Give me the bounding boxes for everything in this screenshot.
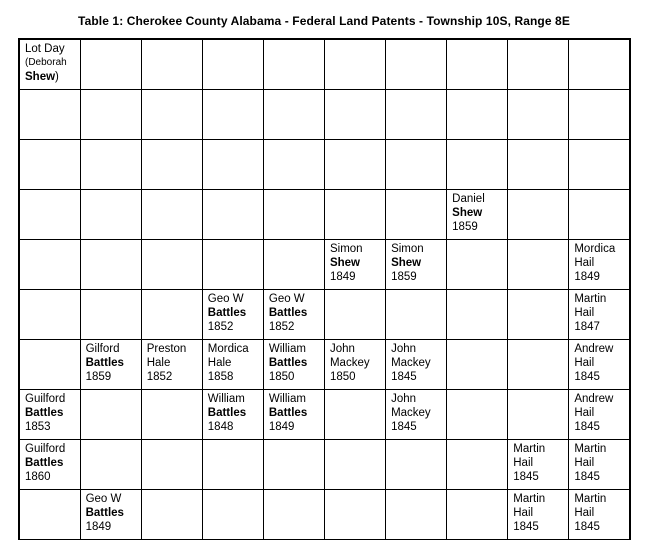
given-name: Hail <box>574 356 595 369</box>
grid-cell <box>80 339 141 389</box>
grid-cell <box>80 289 141 339</box>
grid-cell <box>386 239 447 289</box>
grid-cell <box>141 39 202 89</box>
given-name: Andrew <box>574 342 614 355</box>
patent-entry <box>264 290 324 334</box>
grid-cell <box>324 439 385 489</box>
patent-entry <box>325 340 385 384</box>
grid-cell <box>141 289 202 339</box>
grid-cell <box>508 39 569 89</box>
grid-cell <box>202 389 263 439</box>
grid-cell <box>508 439 569 489</box>
given-name: Simon <box>391 242 424 255</box>
patent-entry <box>569 490 629 534</box>
grid-cell <box>447 389 508 439</box>
given-name: Geo W <box>268 292 305 305</box>
grid-cell <box>19 339 80 389</box>
grid-cell <box>508 189 569 239</box>
patent-entry <box>569 440 629 484</box>
grid-row <box>19 489 630 539</box>
grid-cell <box>19 239 80 289</box>
surname: Battles <box>207 406 247 419</box>
patent-entry <box>386 390 446 434</box>
given-name: Martin <box>574 442 607 455</box>
surname: Shew <box>391 256 422 269</box>
surname: Battles <box>268 306 308 319</box>
grid-row <box>19 239 630 289</box>
given-name: Mordica <box>207 342 249 355</box>
grid-cell <box>263 339 324 389</box>
patent-year: 1850 <box>268 370 295 383</box>
grid-row <box>19 39 630 89</box>
given-name: Martin <box>513 442 546 455</box>
grid-cell <box>202 339 263 389</box>
given-name: Andrew <box>574 392 614 405</box>
patent-year: 1852 <box>207 320 234 333</box>
patent-entry <box>508 440 568 484</box>
grid-cell <box>386 189 447 239</box>
grid-cell <box>324 389 385 439</box>
grid-cell <box>386 489 447 539</box>
grid-cell <box>386 139 447 189</box>
given-name: Guilford <box>25 392 66 405</box>
patent-year: 1860 <box>25 470 51 483</box>
given-name: Hale <box>207 356 232 369</box>
grid-cell <box>19 389 80 439</box>
grid-cell <box>508 239 569 289</box>
grid-cell <box>263 89 324 139</box>
patent-entry <box>569 240 629 284</box>
patent-year: 1845 <box>574 370 600 383</box>
grid-cell <box>386 289 447 339</box>
grid-cell <box>569 339 630 389</box>
patent-year: 1849 <box>574 270 600 283</box>
surname: Battles <box>207 306 247 319</box>
grid-cell <box>386 439 447 489</box>
grid-cell <box>569 139 630 189</box>
grid-cell <box>202 39 263 89</box>
grid-cell <box>324 289 385 339</box>
grid-cell <box>80 389 141 439</box>
grid-cell <box>80 39 141 89</box>
given-name: William <box>268 342 306 355</box>
patent-year: 1852 <box>146 370 173 383</box>
given-name: Geo W <box>207 292 244 305</box>
patent-year: 1845 <box>513 470 539 483</box>
patent-year: 1852 <box>268 320 295 333</box>
given-name: (Deborah <box>25 57 67 68</box>
grid-cell <box>141 239 202 289</box>
grid-cell <box>80 239 141 289</box>
grid-cell <box>324 189 385 239</box>
suffix: ) <box>55 71 59 83</box>
patent-year: 1847 <box>574 320 600 333</box>
grid-cell <box>202 489 263 539</box>
grid-cell <box>447 489 508 539</box>
patent-year: 1849 <box>85 520 112 533</box>
given-name: Mackey <box>391 406 431 419</box>
given-name: Geo W <box>85 492 122 505</box>
grid-cell <box>263 189 324 239</box>
surname: Shew <box>452 206 483 219</box>
given-name: Martin <box>574 292 607 305</box>
grid-cell <box>141 489 202 539</box>
grid-cell <box>324 339 385 389</box>
grid-cell <box>324 89 385 139</box>
grid-cell <box>569 389 630 439</box>
given-name: Mackey <box>391 356 431 369</box>
patent-entry <box>386 240 446 284</box>
given-name: Hail <box>513 506 534 519</box>
grid-cell <box>19 289 80 339</box>
grid-cell <box>80 139 141 189</box>
patent-year: 1859 <box>452 220 478 233</box>
grid-cell <box>202 439 263 489</box>
grid-cell <box>202 239 263 289</box>
grid-cell <box>19 139 80 189</box>
grid-cell <box>569 89 630 139</box>
given-name: Preston <box>146 342 187 355</box>
given-name: Hail <box>574 506 595 519</box>
patent-entry <box>203 290 263 334</box>
surname: Battles <box>85 506 124 519</box>
patent-year: 1850 <box>329 370 356 383</box>
grid-row <box>19 339 630 389</box>
grid-row <box>19 389 630 439</box>
given-name: Guilford <box>25 442 66 455</box>
grid-cell <box>447 89 508 139</box>
patent-entry <box>508 490 568 534</box>
grid-cell <box>447 39 508 89</box>
grid-cell <box>141 189 202 239</box>
patent-year: 1848 <box>207 420 234 433</box>
given-name: Mordica <box>574 242 616 255</box>
patent-entry <box>20 40 80 84</box>
given-name: Martin <box>513 492 546 505</box>
given-name: Hail <box>574 256 595 269</box>
patent-year: 1858 <box>207 370 234 383</box>
grid-cell <box>386 339 447 389</box>
grid-cell <box>324 489 385 539</box>
grid-cell <box>202 139 263 189</box>
grid-body <box>19 39 630 539</box>
patent-year: 1845 <box>574 520 600 533</box>
grid-cell <box>19 89 80 139</box>
land-patent-grid <box>18 38 631 540</box>
given-name: Hail <box>574 456 595 469</box>
grid-cell <box>386 39 447 89</box>
grid-cell <box>263 389 324 439</box>
grid-cell <box>80 189 141 239</box>
grid-cell <box>324 39 385 89</box>
surname: Shew <box>329 256 361 269</box>
grid-cell <box>324 139 385 189</box>
patent-entry <box>203 340 263 384</box>
grid-cell <box>569 39 630 89</box>
grid-cell <box>447 139 508 189</box>
grid-cell <box>19 39 80 89</box>
grid-cell <box>386 389 447 439</box>
given-name: John <box>391 392 416 405</box>
grid-cell <box>80 89 141 139</box>
grid-cell <box>447 189 508 239</box>
patent-year: 1849 <box>329 270 356 283</box>
grid-cell <box>263 489 324 539</box>
grid-cell <box>508 89 569 139</box>
patent-year: 1845 <box>391 370 417 383</box>
grid-cell <box>19 489 80 539</box>
patent-entry <box>203 390 263 434</box>
grid-cell <box>80 439 141 489</box>
patent-entry <box>447 190 507 234</box>
patent-year: 1845 <box>391 420 417 433</box>
grid-cell <box>202 189 263 239</box>
patent-entry <box>264 390 324 434</box>
grid-cell <box>508 289 569 339</box>
grid-cell <box>263 289 324 339</box>
given-name: Hail <box>513 456 534 469</box>
patent-entry <box>81 340 141 384</box>
grid-cell <box>447 339 508 389</box>
surname: Battles <box>85 356 124 369</box>
patent-year: 1845 <box>574 470 600 483</box>
patent-entry <box>386 340 446 384</box>
grid-cell <box>202 289 263 339</box>
surname: Battles <box>268 356 308 369</box>
grid-cell <box>141 139 202 189</box>
patent-year: 1845 <box>513 520 539 533</box>
grid-cell <box>569 489 630 539</box>
grid-cell <box>447 289 508 339</box>
grid-row <box>19 439 630 489</box>
patent-year: 1849 <box>268 420 295 433</box>
grid-cell <box>508 489 569 539</box>
patent-entry <box>569 390 629 434</box>
grid-row <box>19 139 630 189</box>
grid-cell <box>569 289 630 339</box>
patent-entry <box>81 490 141 534</box>
grid-cell <box>508 389 569 439</box>
grid-cell <box>202 89 263 139</box>
given-name: Hail <box>574 306 595 319</box>
patent-entry <box>20 440 80 484</box>
given-name: Hail <box>574 406 595 419</box>
grid-row <box>19 289 630 339</box>
grid-cell <box>19 189 80 239</box>
grid-cell <box>324 239 385 289</box>
grid-cell <box>569 189 630 239</box>
given-name: Martin <box>574 492 607 505</box>
patent-entry <box>142 340 202 384</box>
grid-cell <box>569 439 630 489</box>
grid-cell <box>508 339 569 389</box>
given-name: William <box>207 392 245 405</box>
page-title: Table 1: Cherokee County Alabama - Federal Land Patents - Township 10S, Range 8E <box>78 14 570 28</box>
patent-entry <box>325 240 385 284</box>
given-name: Lot Day <box>25 43 65 55</box>
given-name: Hale <box>146 356 171 369</box>
grid-cell <box>141 339 202 389</box>
grid-cell <box>263 439 324 489</box>
patent-year: 1859 <box>391 270 417 283</box>
grid-row <box>19 189 630 239</box>
grid-cell <box>263 139 324 189</box>
given-name: Mackey <box>329 356 370 369</box>
grid-cell <box>447 239 508 289</box>
grid-cell <box>447 439 508 489</box>
grid-cell <box>386 89 447 139</box>
surname: Shew <box>25 71 56 83</box>
surname: Battles <box>268 406 308 419</box>
given-name: John <box>329 342 355 355</box>
given-name: Daniel <box>452 192 485 205</box>
given-name: Gilford <box>85 342 120 355</box>
grid-row <box>19 89 630 139</box>
surname: Battles <box>25 406 64 419</box>
grid-cell <box>263 239 324 289</box>
given-name: William <box>268 392 306 405</box>
grid-cell <box>141 439 202 489</box>
surname: Battles <box>25 456 64 469</box>
grid-cell <box>19 439 80 489</box>
grid-cell <box>569 239 630 289</box>
patent-entry <box>20 390 80 434</box>
patent-entry <box>264 340 324 384</box>
grid-cell <box>141 89 202 139</box>
patent-entry <box>569 340 629 384</box>
grid-cell <box>141 389 202 439</box>
patent-year: 1845 <box>574 420 600 433</box>
patent-line <box>25 70 80 84</box>
given-name: Simon <box>329 242 363 255</box>
patent-entry <box>569 290 629 334</box>
patent-year: 1853 <box>25 420 51 433</box>
given-name: John <box>391 342 416 355</box>
grid-cell <box>508 139 569 189</box>
patent-year: 1859 <box>85 370 112 383</box>
grid-cell <box>80 489 141 539</box>
grid-cell <box>263 39 324 89</box>
